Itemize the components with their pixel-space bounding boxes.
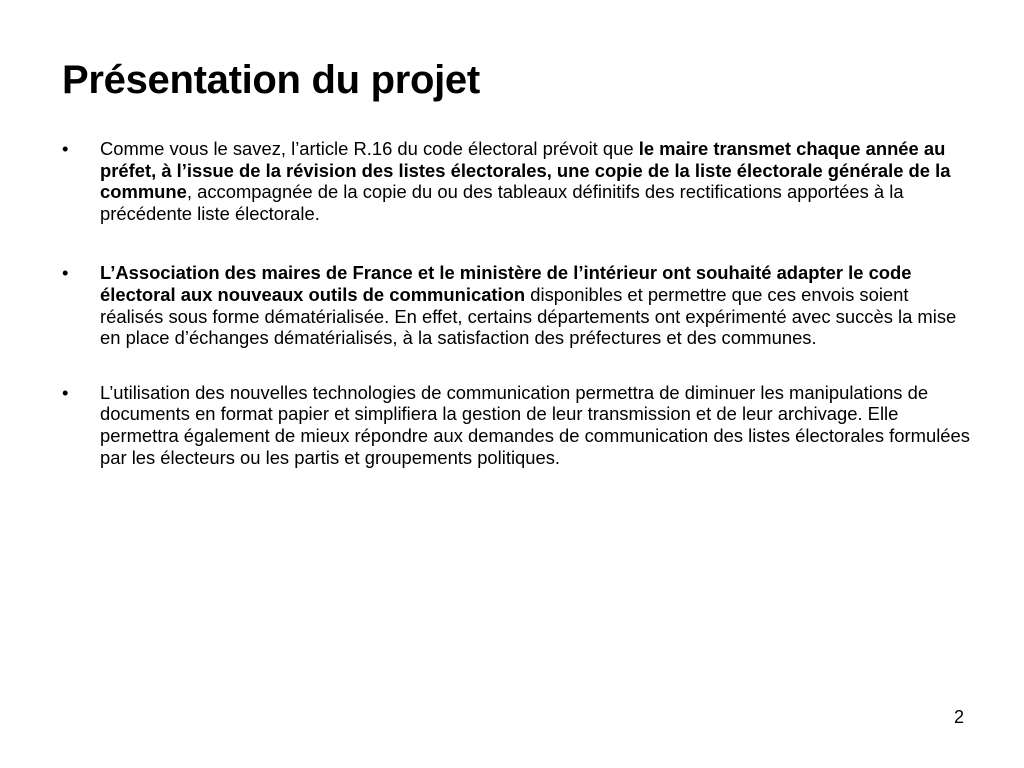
bullet-text bbox=[100, 382, 970, 468]
bullet-item bbox=[62, 382, 972, 468]
bullet-item bbox=[62, 262, 972, 348]
bullet-item bbox=[62, 138, 972, 224]
bullet-list bbox=[62, 138, 972, 490]
bullet-marker: • bbox=[62, 262, 69, 284]
slide-title: Présentation du projet bbox=[62, 58, 480, 102]
bullet-text-bold-segment: L’Association des maires de France et le ministère de l’intérieur ont souhaité adapter le code électoral aux nouveaux outils de communication bbox=[100, 262, 912, 305]
bullet-text bbox=[100, 262, 956, 348]
bullet-text-segment: Comme vous le savez, l’article R.16 du code électoral prévoit que bbox=[100, 138, 639, 159]
bullet-text-bold-segment: le maire transmet chaque année au préfet, à l’issue de la révision des listes électorales, une copie de la liste électorale générale de la commune bbox=[100, 138, 951, 203]
bullet-marker: • bbox=[62, 138, 69, 159]
bullet-text-segment: L’utilisation des nouvelles technologies de communication permettra de diminuer les manipulations de documents en format papier et simplifiera la gestion de leur transmission et de leur archivage. Elle permettra également de mieux répondre aux demandes de communication des listes électorales formulées par les électeurs ou les partis et groupements politiques. bbox=[100, 381, 970, 468]
bullet-text-segment: , accompagnée de la copie du ou des tableaux définitifs des rectifications apportées à la précédente liste électorale. bbox=[100, 181, 904, 224]
bullet-marker: • bbox=[62, 381, 69, 403]
bullet-text-segment: disponibles et permettre que ces envois soient réalisés sous forme dématérialisée. En effet, certains départements ont expérimenté avec succès la mise en place d’échanges dématérialisés, à la satisfaction des préfectures et des communes. bbox=[100, 283, 957, 349]
page-number: 2 bbox=[953, 707, 964, 727]
bullet-text bbox=[100, 138, 950, 224]
